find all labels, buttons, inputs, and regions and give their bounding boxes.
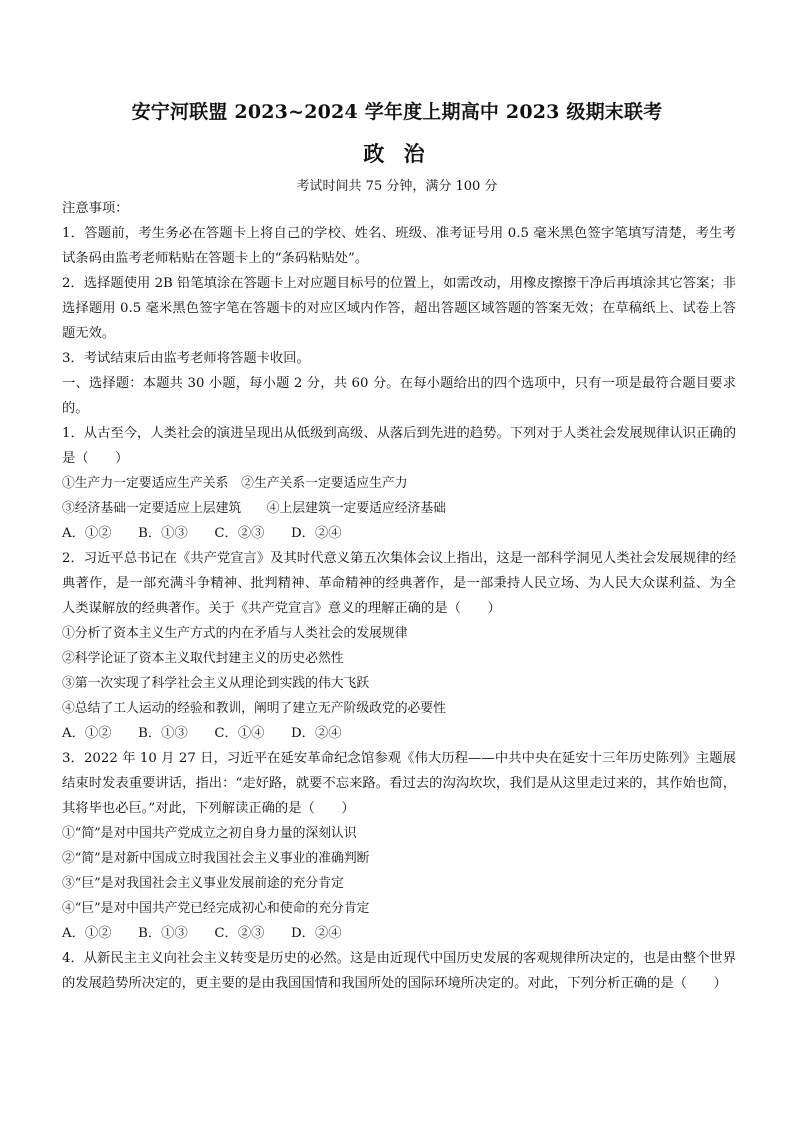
question-option: ①分析了资本主义生产方式的内在矛盾与人类社会的发展规律	[62, 626, 408, 641]
notice-item: 1．答题前，考生务必在答题卡上将自己的学校、姓名、班级、准考证号用 0.5 毫米黑色签字笔填写清楚，考生考试条码由监考老师粘贴在答题卡上的“条码粘贴处”。	[62, 226, 736, 266]
answer-choices: A．①② B．①③ C．①④ D．②④	[62, 726, 342, 741]
answer-choices: A．①② B．①③ C．②③ D．②④	[62, 926, 342, 941]
exam-title: 安宁河联盟 2023~2024 学年度上期高中 2023 级期末联考	[131, 101, 663, 123]
question-option: ③“巨”是对我国社会主义事业发展前途的充分肯定	[62, 876, 344, 891]
exam-info: 考试时间共 75 分钟，满分 100 分	[296, 179, 498, 194]
question-option: ④“巨”是对中国共产党已经完成初心和使命的充分肯定	[62, 901, 370, 916]
notice-item: 3．考试结束后由监考老师将答题卡收回。	[62, 351, 310, 366]
section-intro: 一、选择题：本题共 30 小题，每小题 2 分，共 60 分。在每小题给出的四个选项中，只有一项是最符合题目要求的。	[62, 376, 736, 416]
question-stem: 3．2022 年 10 月 27 日，习近平在延安革命纪念馆参观《伟大历程——中共中央在延安十三年历史陈列》主题展结束时发表重要讲话，指出：“走好路，就要不忘来路。看过去的沟沟坎坎，我们是从这里走过来的，其作始也简，其将毕也必巨。”对此，下列解读正确的是（ ）	[62, 751, 736, 816]
question-option: ②科学论证了资本主义取代封建主义的历史必然性	[62, 651, 344, 666]
question-stem: 4．从新民主主义向社会主义转变是历史的必然。这是由近现代中国历史发展的客观规律所决定的，也是由整个世界的发展趋势所决定的，更主要的是由我国国情和我国所处的国际环境所决定的。对此，下列分析正确的是（ ）	[62, 951, 736, 991]
question-stem: 1．从古至今，人类社会的演进呈现出从低级到高级、从落后到先进的趋势。下列对于人类社会发展规律认识正确的是（ ）	[62, 426, 736, 466]
question-option: ②“简”是对新中国成立时我国社会主义事业的准确判断	[62, 851, 370, 866]
subject-title: 政 治	[363, 141, 431, 166]
answer-choices: A．①② B．①③ C．②③ D．②④	[62, 526, 342, 541]
notice-heading: 注意事项：	[62, 201, 129, 216]
question-option: ①生产力一定要适应生产关系 ②生产关系一定要适应生产力	[62, 476, 408, 491]
question-option: ①“简”是对中国共产党成立之初自身力量的深刻认识	[62, 826, 357, 841]
question-option: ④总结了工人运动的经验和教训，阐明了建立无产阶级政党的必要性	[62, 701, 446, 716]
notice-item: 2．选择题使用 2B 铅笔填涂在答题卡上对应题目标号的位置上，如需改动，用橡皮擦擦干净后再填涂其它答案；非选择题用 0.5 毫米黑色签字笔在答题卡的对应区域内作答，超出答题区域答题的答案无效；在草稿纸上、试卷上答题无效。	[62, 276, 736, 341]
exam-content	[62, 196, 736, 996]
question-stem: 2．习近平总书记在《共产党宣言》及其时代意义第五次集体会议上指出，这是一部科学洞见人类社会发展规律的经典著作，是一部充满斗争精神、批判精神、革命精神的经典著作，是一部秉持人民立场、为人民大众谋利益、为全人类谋解放的经典著作。关于《共产党宣言》意义的理解正确的是（ ）	[62, 551, 736, 616]
question-option: ③经济基础一定要适应上层建筑 ④上层建筑一定要适应经济基础	[62, 501, 446, 516]
question-option: ③第一次实现了科学社会主义从理论到实践的伟大飞跃	[62, 676, 370, 691]
